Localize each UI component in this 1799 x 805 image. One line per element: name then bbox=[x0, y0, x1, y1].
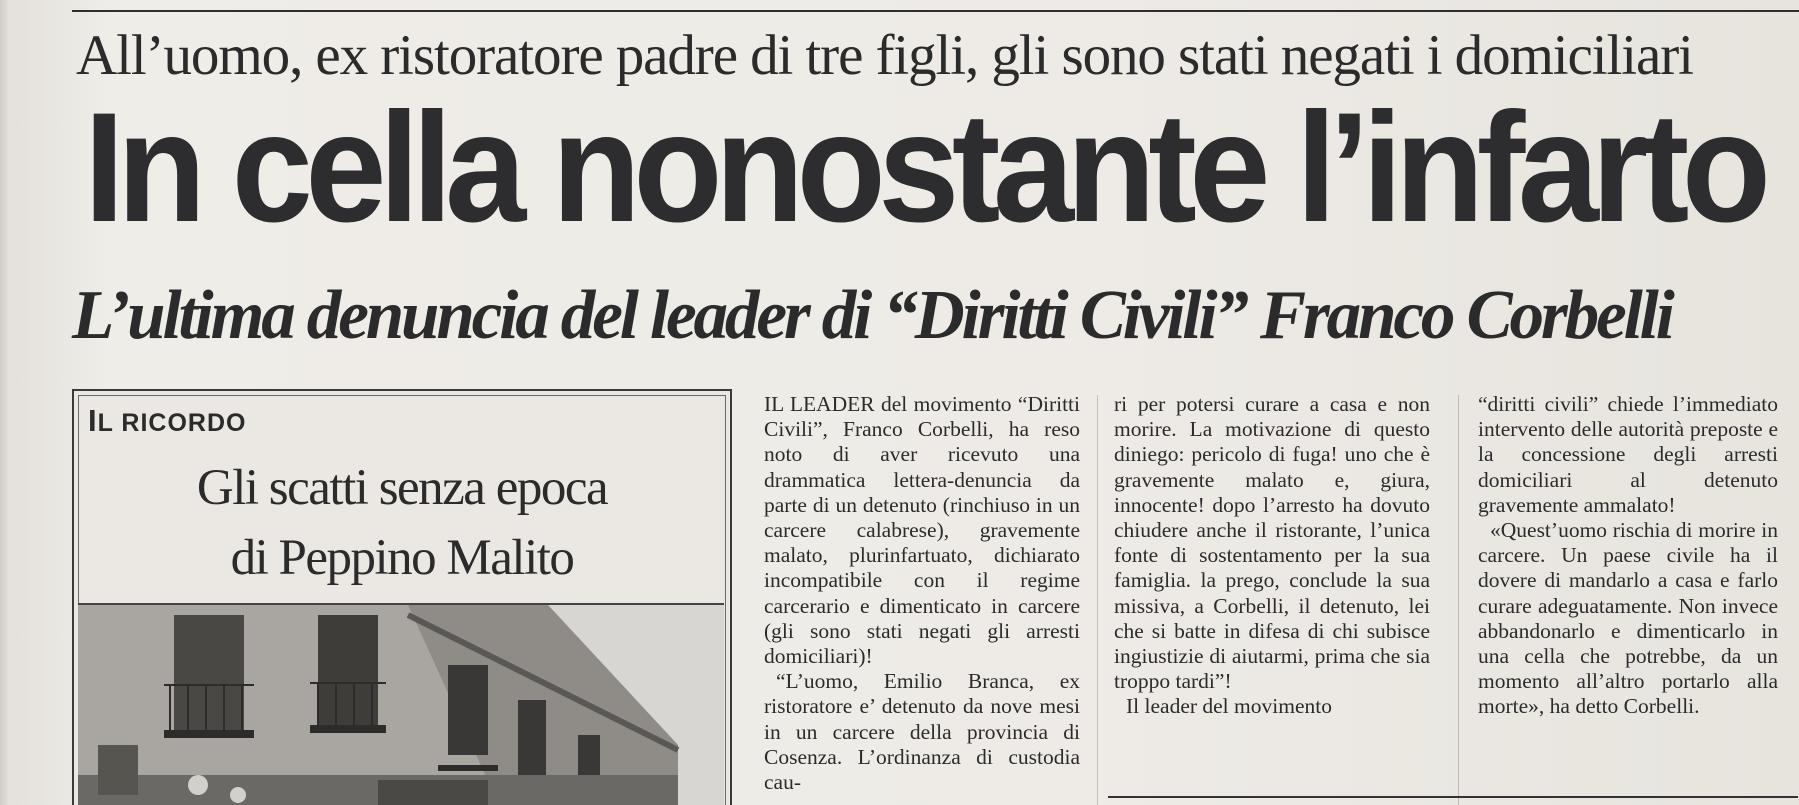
column-paragraph: «Quest’uomo rischia di morire in carcere. Un paese civile ha il dovere di mandarlo a casa e farlo curare adeguatamente. Non invece abbandonarlo e dimenticarlo in una cella che potrebbe, da un momento all’altro portarlo alla morte», ha detto Corbelli. bbox=[1478, 518, 1778, 719]
sidebar-title-line2: di Peppino Malito bbox=[230, 530, 574, 586]
building-photo-image bbox=[78, 605, 724, 805]
column-paragraph: “L’uomo, Emilio Branca, ex ristoratore e’ detenuto da nove mesi in un carcere della provincia di Cosenza. L’ordinanza di custodia cau- bbox=[764, 669, 1080, 795]
article-headline: In cella nonostante l’infarto bbox=[84, 81, 1764, 255]
column-rule bbox=[1458, 395, 1459, 805]
text-column-1 bbox=[764, 392, 1080, 795]
top-rule bbox=[72, 10, 1799, 12]
building-photo bbox=[78, 603, 724, 805]
page-edge-shadow bbox=[0, 0, 10, 805]
sidebar-box bbox=[72, 389, 732, 805]
text-column-2 bbox=[1114, 392, 1430, 720]
bottom-rule bbox=[1108, 796, 1798, 798]
column-paragraph: “diritti civili” chiede l’immediato intervento delle autorità preposte e la concessione degli arresti domiciliari al detenuto gravemente ammalato! bbox=[1478, 392, 1778, 517]
column-paragraph: ri per potersi curare a casa e non morire. La motivazione di questo diniego: pericolo di fuga! uno che è gravemente malato e, giura, innocente! dopo l’arresto ha dovuto chiudere anche il ristorante, l’unica fonte di sostentamento per la sua famiglia. la prego, conclude la sua missiva, a Corbelli, il detenuto, lei che si batte in difesa di chi subisce ingiustizie di aiutarmi, prima che sia troppo tardi”! bbox=[1114, 392, 1430, 694]
sidebar-title bbox=[74, 453, 730, 593]
sidebar-tag bbox=[88, 403, 246, 439]
article-subhead: L’ultima denuncia del leader di “Diritti Civili” Franco Corbelli bbox=[72, 277, 1672, 354]
column-paragraph: Il leader del movimento bbox=[1126, 694, 1332, 719]
sidebar-tag-initial: I bbox=[88, 403, 98, 438]
article-kicker: All’uomo, ex ristoratore padre di tre figli, gli sono stati negati i domiciliari bbox=[76, 24, 1693, 87]
text-column-3 bbox=[1478, 392, 1778, 720]
column-rule bbox=[1097, 395, 1098, 805]
column-paragraph: IL LEADER del movimento “Diritti Civili”, Franco Corbelli, ha reso noto di aver ricevuto una drammatica lettera-denuncia da parte di un detenuto (rinchiuso in un carcere calabrese), gravemente malato, plurinfartuato, dichiarato incompatibile con il regime carcerario e dimenticato in carcere (gli sono stati negati gli arresti domiciliari)! bbox=[764, 392, 1080, 669]
sidebar-tag-rest: L RICORDO bbox=[97, 409, 247, 437]
sidebar-title-line1: Gli scatti senza epoca bbox=[196, 460, 608, 516]
